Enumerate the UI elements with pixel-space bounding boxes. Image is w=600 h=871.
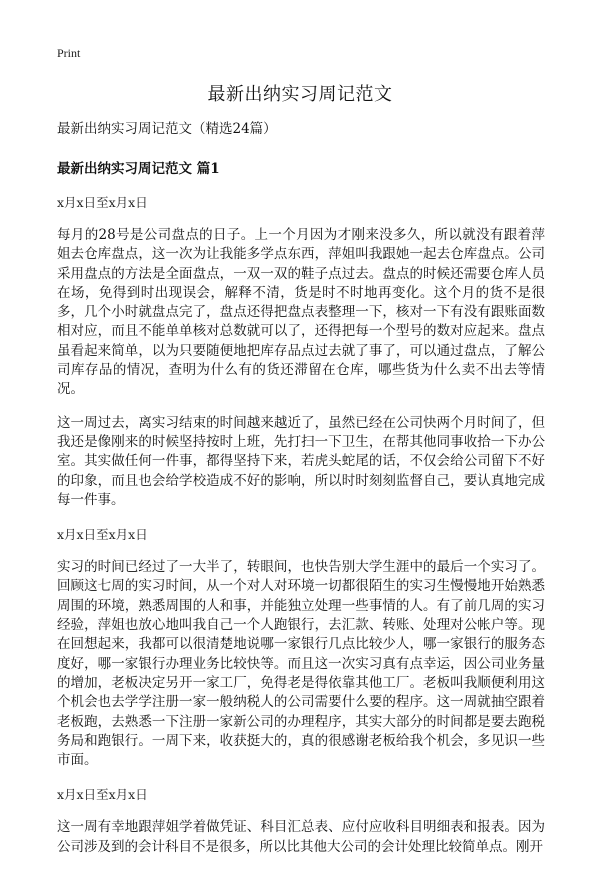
paragraph: 每月的28号是公司盘点的日子。上一个月因为才刚来没多久，所以就没有跟着萍姐去仓库盘点，这一次为让我能多学点东西，萍姐叫我跟她一起去仓库盘点。公司采用盘点的方法是全面盘点，一双一双的鞋子点过去。盘点的时候还需要仓库人员在场，免得到时出现误会，解释不清，货是时不时地再变化。这个月的货不是很多，几个小时就盘点完了，盘点还得把盘点表整理一下，核对一下有没有跟账面数相对应，而且不能单单核对总数就可以了，还得把每一个型号的数对应起来。盘点虽看起来简单，以为只要随便地把库存品点过去就了事了，可以通过盘点，了解公司库存品的情况，查明为什么有的货还滞留在仓库，哪些货为什么卖不出去等情况。 — [57, 227, 545, 398]
paragraph: 这一周有幸地跟萍姐学着做凭证、科目汇总表、应付应收科目明细表和报表。因为公司涉及到的会计科目不是很多，所以比其他大公司的会计处理比较简单点。刚开 — [57, 819, 545, 855]
date-range: x月x日至x月x日 — [57, 787, 148, 803]
page-title: 最新出纳实习周记范文 — [207, 84, 393, 105]
print-label: Print — [57, 46, 81, 60]
document-subtitle: 最新出纳实习周记范文（精选24篇） — [57, 121, 277, 137]
date-range: x月x日至x月x日 — [57, 527, 148, 543]
document-body — [57, 118, 545, 871]
date-range: x月x日至x月x日 — [57, 195, 148, 210]
paragraph: 这一周过去，离实习结束的时间越来越近了，虽然已经在公司快两个月时间了，但我还是像刚来的时候坚持按时上班，先打扫一下卫生，在帮其他同事收拾一下办公室。其实做任何一件事，都得坚持下来，若虎头蛇尾的话，不仅会给公司留下不好的印象，而且也会给学校造成不好的影响，所以时时刻刻监督自己，要认真地完成每一件事。 — [57, 414, 545, 508]
paragraph: 实习的时间已经过了一大半了，转眼间，也快告别大学生涯中的最后一个实习了。回顾这七周的实习时间，从一个对人对环境一切都很陌生的实习生慢慢地开始熟悉周围的环境，熟悉周围的人和事，并能独立处理一些事情的人。有了前几周的实习经验，萍姐也放心地叫我自己一个人跑银行，去汇款、转账、处理对公帐户等。现在回想起来，我都可以很清楚地说哪一家银行几点比较少人，哪一家银行的服务态度好，哪一家银行办理业务比较快等。而且这一次实习真有点幸运，因公司业务量的增加，老板决定另开一家工厂，免得老是得依靠其他工厂。老板叫我顺便利用这个机会也去学学注册一家一般纳税人的公司需要什么要的程序。这一周就抽空跟着老板跑，去熟悉一下注册一家新公司的办理程序，其实大部分的时间都是要去跑税务局和跑银行。一周下来，收获挺大的，真的很感谢老板给我个机会，多见识一些市面。 — [57, 559, 545, 769]
section-heading: 最新出纳实习周记范文 篇1 — [57, 161, 220, 177]
